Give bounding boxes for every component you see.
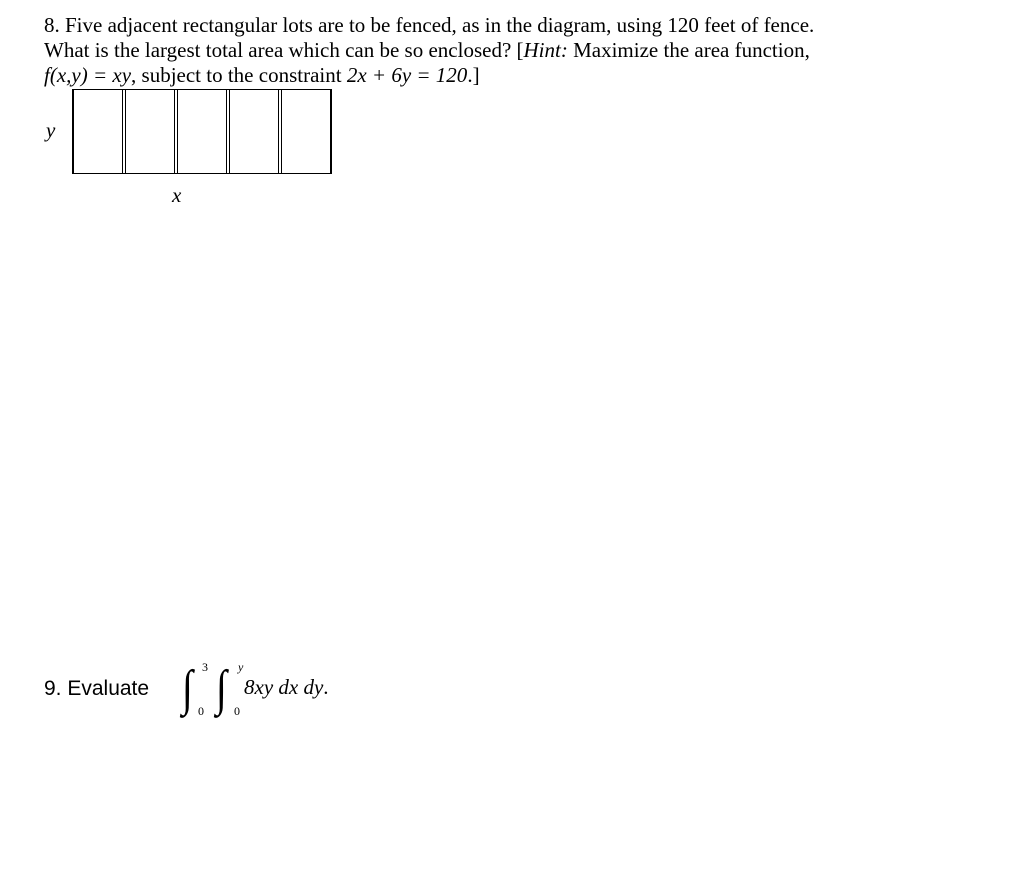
integrand <box>244 675 329 700</box>
diagram-label-x: x <box>172 183 182 207</box>
lot-1 <box>73 90 123 173</box>
integrand-expression: 8xy dx dy <box>244 675 324 699</box>
inner-lower-limit: 0 <box>234 704 240 718</box>
problem-8 <box>44 13 1004 88</box>
double-integral <box>182 660 382 720</box>
constraint-text: , subject to the constraint <box>131 63 347 87</box>
constraint-equation: 2x + 6y = 120 <box>346 63 468 87</box>
lot-5 <box>281 90 331 173</box>
fence-diagram <box>44 88 344 208</box>
lots-row <box>72 89 332 174</box>
problem-8-line-3 <box>44 63 1004 88</box>
area-function: f(x,y) = xy <box>44 63 132 87</box>
problem-8-line-2 <box>44 38 1004 63</box>
inner-upper-limit: y <box>238 660 244 674</box>
lot-4 <box>229 90 279 173</box>
integrand-end: . <box>323 675 329 699</box>
outer-integral-sign: ∫ <box>182 659 193 716</box>
problem-8-line-3-end: .] <box>467 63 480 87</box>
outer-upper-limit: 3 <box>202 660 208 674</box>
problem-8-line-1: 8. Five adjacent rectangular lots are to be fenced, as in the diagram, using 120 feet of fence. <box>44 13 815 37</box>
problem-8-line-2-end: Maximize the area function, <box>567 38 810 62</box>
hint-label: Hint: <box>523 38 568 62</box>
outer-lower-limit: 0 <box>198 704 204 718</box>
inner-integral-sign: ∫ <box>216 659 227 716</box>
lot-2 <box>125 90 175 173</box>
problem-8-line-2-start: What is the largest total area which can be so enclosed? [ <box>44 38 524 62</box>
problem-9-label: 9. Evaluate <box>44 677 150 700</box>
lot-3 <box>177 90 227 173</box>
diagram-label-y: y <box>46 118 56 142</box>
